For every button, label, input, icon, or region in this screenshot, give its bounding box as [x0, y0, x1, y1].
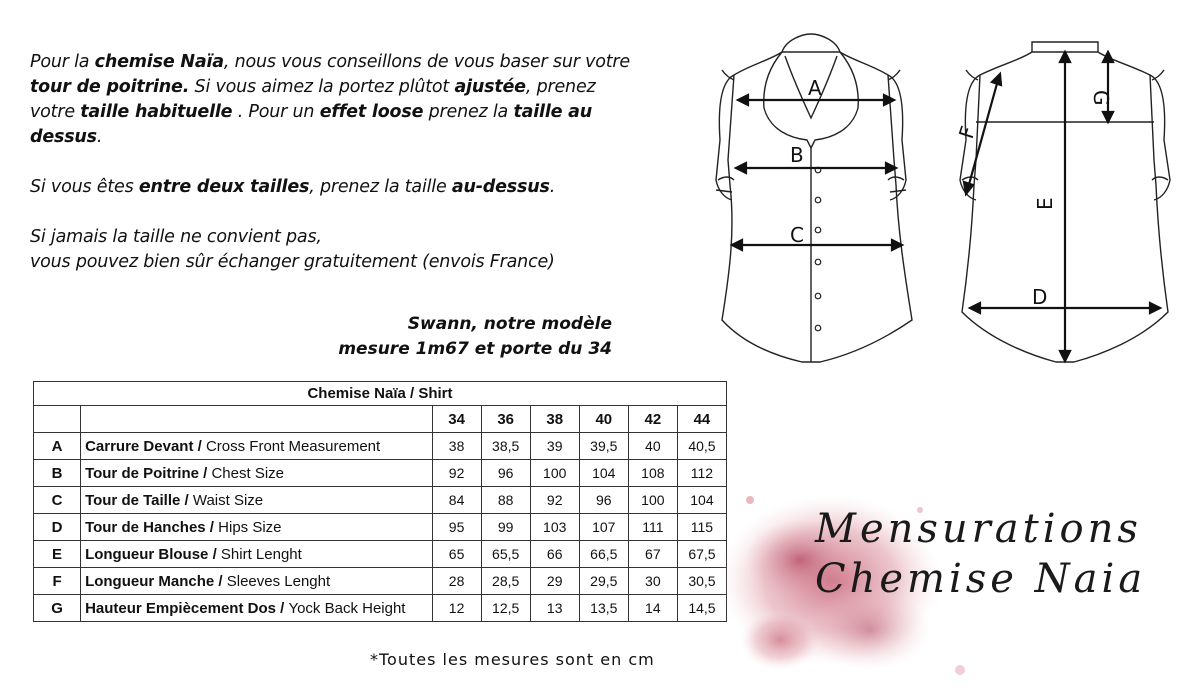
row-code: D — [34, 514, 81, 541]
cell: 103 — [530, 514, 579, 541]
text: . — [96, 127, 103, 147]
cell: 112 — [677, 460, 726, 487]
text: . Pour un — [232, 102, 320, 122]
label-en: Hips Size — [218, 518, 282, 536]
cell: 14,5 — [677, 595, 726, 622]
cell: 66 — [530, 541, 579, 568]
dimension-label-c: C — [790, 223, 804, 247]
size-table — [33, 381, 727, 622]
table-row — [34, 433, 727, 460]
emphasis: chemise Naïa — [94, 52, 224, 72]
row-code: C — [34, 487, 81, 514]
cell: 67 — [628, 541, 677, 568]
cell: 40 — [628, 433, 677, 460]
cell: 28 — [432, 568, 481, 595]
label-en: Waist Size — [192, 491, 264, 509]
table-row — [34, 568, 727, 595]
cell: 39,5 — [579, 433, 628, 460]
row-label — [81, 514, 433, 541]
label-en: Sleeves Lenght — [226, 572, 331, 590]
label-fr: Tour de Poitrine / — [85, 464, 212, 482]
cell: 108 — [628, 460, 677, 487]
cell: 92 — [530, 487, 579, 514]
text: Si vous êtes — [30, 177, 139, 197]
dimension-label-e: E — [1033, 197, 1057, 210]
heading-line: Chemise Naia — [815, 556, 1147, 602]
cell: 38,5 — [481, 433, 530, 460]
cell: 95 — [432, 514, 481, 541]
row-code: A — [34, 433, 81, 460]
row-code: B — [34, 460, 81, 487]
cell: 65,5 — [481, 541, 530, 568]
text: Pour la — [30, 52, 95, 72]
heading-line: Mensurations — [815, 506, 1142, 552]
empty-header-cell — [81, 406, 433, 433]
label-en: Yock Back Height — [288, 599, 406, 617]
cell: 30 — [628, 568, 677, 595]
label-fr: Tour de Taille / — [85, 491, 193, 509]
emphasis: effet loose — [319, 102, 424, 122]
row-label — [81, 595, 433, 622]
cell: 39 — [530, 433, 579, 460]
cell: 29 — [530, 568, 579, 595]
size-header: 36 — [481, 406, 530, 433]
emphasis: au-dessus — [451, 177, 550, 197]
cell: 88 — [481, 487, 530, 514]
model-line: Swann, notre modèle — [407, 314, 612, 334]
cell: 96 — [579, 487, 628, 514]
label-fr: Hauteur Empiècement Dos / — [85, 599, 289, 617]
row-code: G — [34, 595, 81, 622]
model-note — [338, 312, 612, 362]
cell: 28,5 — [481, 568, 530, 595]
table-title-row — [34, 382, 727, 406]
cell: 92 — [432, 460, 481, 487]
label-en: Chest Size — [211, 464, 285, 482]
cell: 40,5 — [677, 433, 726, 460]
dimension-label-f: F — [953, 123, 981, 142]
row-code: F — [34, 568, 81, 595]
table-header-row — [34, 406, 727, 433]
cell: 29,5 — [579, 568, 628, 595]
cell: 100 — [530, 460, 579, 487]
row-label — [81, 460, 433, 487]
shirt-back-diagram — [940, 30, 1190, 380]
row-label — [81, 433, 433, 460]
table-row — [34, 514, 727, 541]
emphasis: taille habituelle — [80, 102, 233, 122]
emphasis: ajustée — [454, 77, 526, 97]
cell: 99 — [481, 514, 530, 541]
label-fr: Longueur Manche / — [85, 572, 227, 590]
size-header: 34 — [432, 406, 481, 433]
label-en: Cross Front Measurement — [205, 437, 381, 455]
text: . — [549, 177, 556, 197]
intro-text — [30, 50, 630, 275]
cell: 66,5 — [579, 541, 628, 568]
cell: 12,5 — [481, 595, 530, 622]
intro-paragraph-3 — [30, 225, 630, 275]
row-label — [81, 568, 433, 595]
cell: 65 — [432, 541, 481, 568]
dimension-label-a: A — [808, 76, 822, 100]
text: Si vous aimez la portez plûtot — [189, 77, 455, 97]
intro-paragraph-2 — [30, 175, 630, 200]
label-fr: Longueur Blouse / — [85, 545, 221, 563]
table-row — [34, 460, 727, 487]
table-row — [34, 595, 727, 622]
cell: 104 — [677, 487, 726, 514]
cell: 100 — [628, 487, 677, 514]
size-header: 40 — [579, 406, 628, 433]
model-line: mesure 1m67 et porte du 34 — [338, 339, 612, 359]
emphasis: taille au dessus — [30, 102, 593, 147]
text: Si jamais la taille ne convient pas, — [30, 227, 322, 247]
cell: 13 — [530, 595, 579, 622]
row-label — [81, 541, 433, 568]
text: , prenez la taille — [309, 177, 452, 197]
cell: 12 — [432, 595, 481, 622]
units-note: *Toutes les mesures sont en cm — [370, 650, 655, 669]
cell: 38 — [432, 433, 481, 460]
text: prenez la — [423, 102, 514, 122]
intro-paragraph-1 — [30, 50, 630, 150]
text: , prenez votre — [30, 77, 596, 122]
cell: 115 — [677, 514, 726, 541]
cell: 67,5 — [677, 541, 726, 568]
empty-header-cell — [34, 406, 81, 433]
dimension-label-g: G — [1089, 90, 1113, 106]
cell: 96 — [481, 460, 530, 487]
cell: 14 — [628, 595, 677, 622]
label-fr: Tour de Hanches / — [85, 518, 219, 536]
cell: 111 — [628, 514, 677, 541]
cell: 13,5 — [579, 595, 628, 622]
dimension-label-b: B — [790, 143, 804, 167]
cell: 104 — [579, 460, 628, 487]
text: , nous vous conseillons de vous baser sur votre — [223, 52, 630, 72]
size-header: 42 — [628, 406, 677, 433]
handwritten-heading — [815, 504, 1146, 604]
text: vous pouvez bien sûr échanger gratuitement (envois France) — [30, 252, 555, 272]
shirt-front-diagram — [690, 30, 930, 380]
dimension-label-d: D — [1032, 285, 1048, 309]
cell: 30,5 — [677, 568, 726, 595]
emphasis: tour de poitrine. — [30, 77, 190, 97]
size-header: 44 — [677, 406, 726, 433]
table-row — [34, 487, 727, 514]
row-code: E — [34, 541, 81, 568]
table-title: Chemise Naïa / Shirt — [34, 382, 727, 406]
table-row — [34, 541, 727, 568]
size-header: 38 — [530, 406, 579, 433]
cell: 107 — [579, 514, 628, 541]
label-en: Shirt Lenght — [220, 545, 302, 563]
cell: 84 — [432, 487, 481, 514]
label-fr: Carrure Devant / — [85, 437, 206, 455]
emphasis: entre deux tailles — [138, 177, 310, 197]
row-label — [81, 487, 433, 514]
